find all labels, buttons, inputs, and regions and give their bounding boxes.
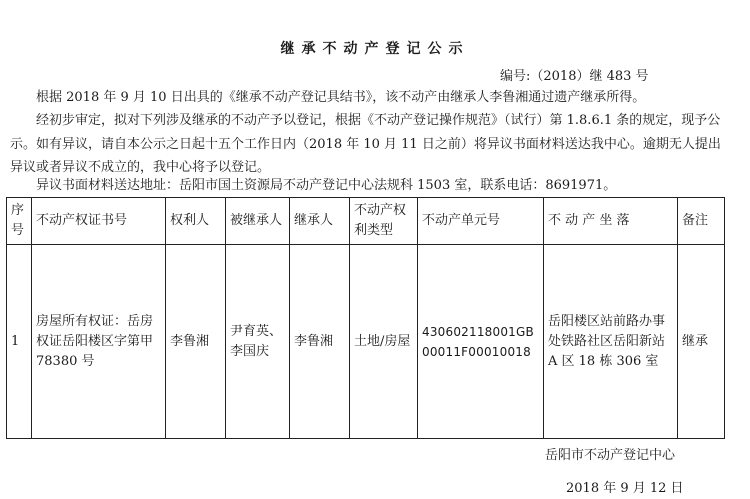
- objection-address-paragraph: 异议书面材料送达地址：岳阳市国土资源局不动产登记中心法规科 1503 室，联系电话：8691971。: [36, 178, 617, 193]
- cell-decedent: 尹育英、李国庆: [226, 245, 290, 439]
- header-location: 不 动 产 坐 落: [544, 198, 678, 245]
- table-header-row: [7, 198, 725, 245]
- header-decedent: 被继承人: [226, 198, 290, 245]
- cell-location: 岳阳楼区站前路办事处铁路社区岳阳新站 A 区 18 栋 306 室: [544, 245, 678, 439]
- cell-index: 1: [7, 245, 32, 439]
- cell-unit-no: 430602118001GB00011F00010018: [418, 245, 544, 439]
- cell-certificate-no: 房屋所有权证：岳房权证岳阳楼区字第甲 78380 号: [32, 245, 166, 439]
- cell-heir: 李鲁湘: [290, 245, 350, 439]
- header-remarks: 备注: [678, 198, 725, 245]
- notice-title: 继承不动产登记公示: [280, 41, 470, 57]
- header-certificate-no: 不动产权证书号: [32, 198, 166, 245]
- header-index: 序号: [7, 198, 32, 245]
- issue-date: 2018 年 9 月 12 日: [566, 481, 684, 496]
- table-row: [7, 245, 725, 439]
- header-unit-no: 不动产单元号: [418, 198, 544, 245]
- issuing-authority: 岳阳市不动产登记中心: [545, 448, 676, 463]
- header-right-type: 不动产权利类型: [350, 198, 418, 245]
- cell-right-type: 土地/房屋: [350, 245, 418, 439]
- review-paragraph: 经初步审定，拟对下列涉及继承的不动产予以登记，根据《不动产登记操作规范》（试行）第 1.8.6.1 条的规定，现予公示。如有异议，请自本公示之日起十五个工作日内（2018 年 10 月 11 日之前）将异议书面材料送达我中心。逾期无人提出异议或者异议不成立的，我中心将予以登记。: [10, 113, 721, 175]
- document-number: 编号:（2018）继 483 号: [500, 69, 649, 84]
- intro-paragraph: 根据 2018 年 9 月 10 日出具的《继承不动产登记具结书》，该不动产由继承人李鲁湘通过遗产继承所得。: [36, 90, 646, 105]
- cell-right-holder: 李鲁湘: [166, 245, 226, 439]
- registration-table: [6, 197, 725, 439]
- header-right-holder: 权利人: [166, 198, 226, 245]
- header-heir: 继承人: [290, 198, 350, 245]
- cell-remarks: 继承: [678, 245, 725, 439]
